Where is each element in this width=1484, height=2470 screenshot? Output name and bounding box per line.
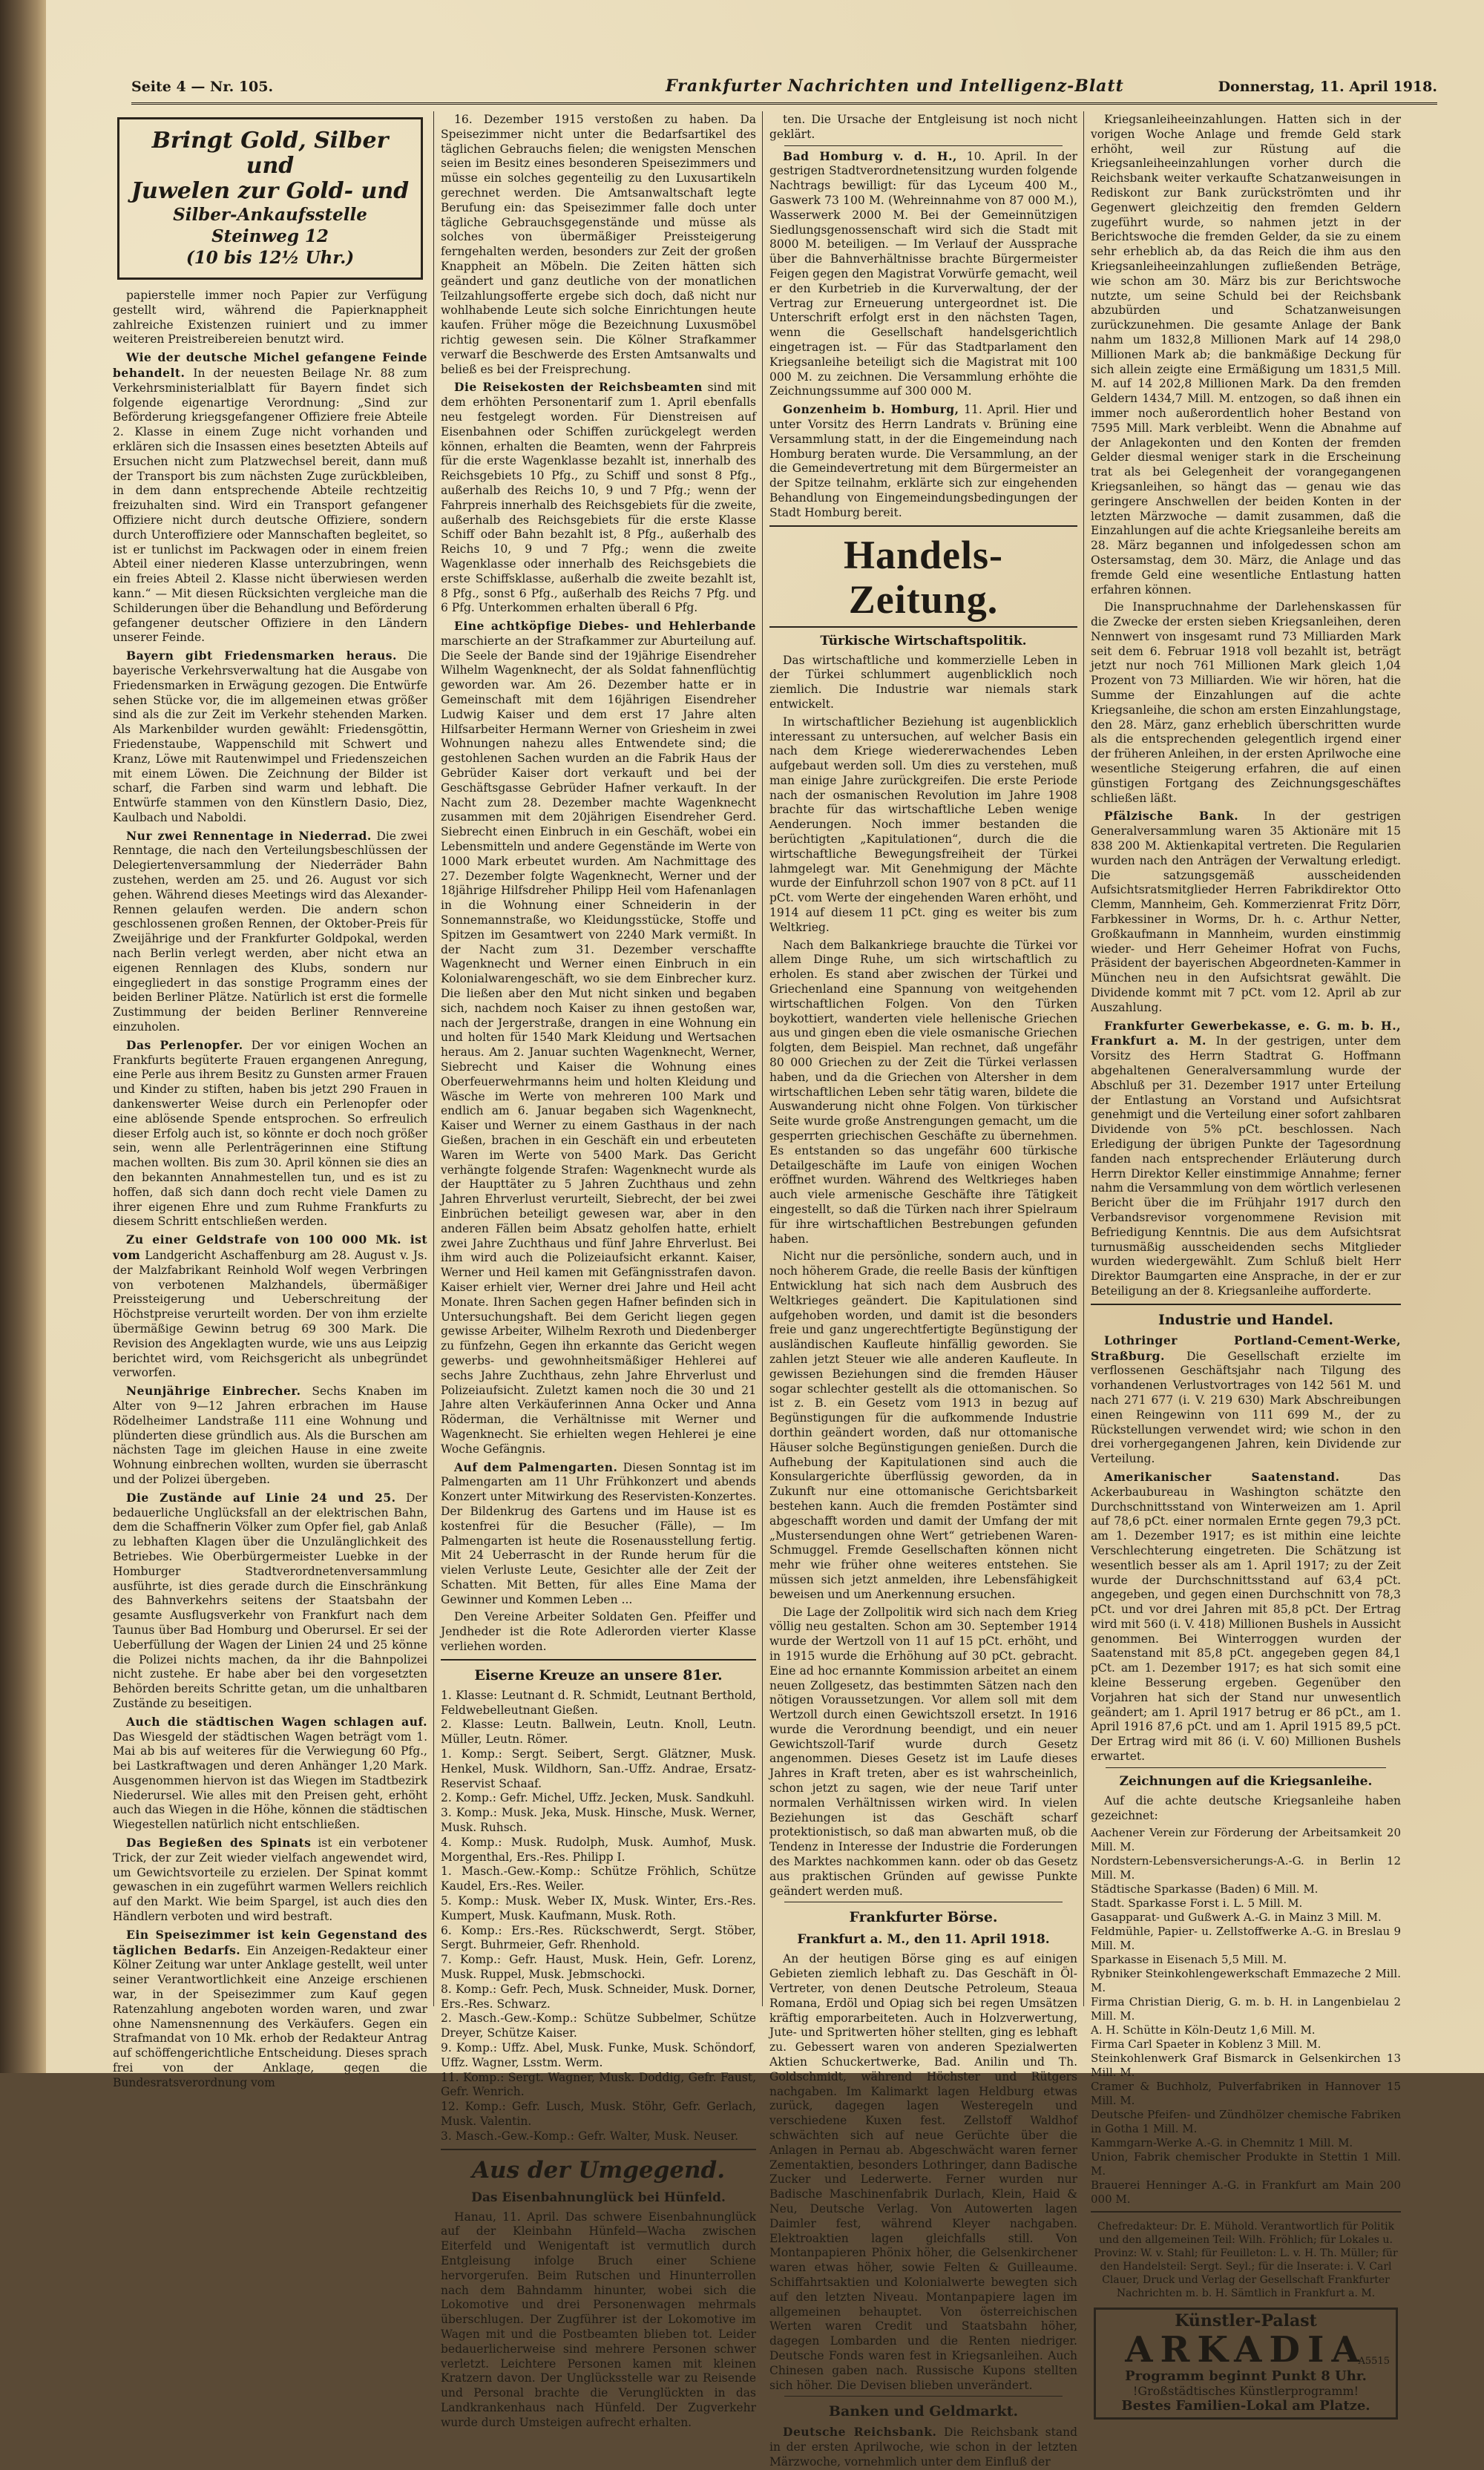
article-paragraph: ten. Die Ursache der Entgleisung ist noch nicht geklärt.: [769, 113, 1077, 141]
list-item: Städtische Sparkasse (Baden) 6 Mill. M.: [1091, 1882, 1319, 1896]
section-heading: Frankfurter Börse.: [849, 1909, 998, 1926]
article-body: Das Wiesgeld der städtischen Wagen beträgt vom 1. Mai ab bis auf weiteres für die Verwiegung 60 Pfg., bei Lastkraftwagen und deren Anhänger 1,20 Mark. Ausgenommen hiervon ist das Wiegen im Stadtbezirk Niederursel. Wie alles mit den Preisen geht, erhöht auch das Wiegen in die Höhe, können die städtischen Wiegestellen natürlich nicht entschließen.: [113, 1730, 427, 1832]
article-headline: Wie der deutsche Michel gefangene Feinde behandelt.: [113, 350, 427, 380]
list-item: A. H. Schütte in Köln-Deutz 1,6 Mill. M.: [1091, 2023, 1316, 2037]
section-divider: [769, 626, 1077, 628]
section-divider: [769, 525, 1077, 527]
list-item: Steinkohlenwerk Graf Bismarck in Gelsenkirchen 13 Mill. M.: [1091, 2052, 1401, 2080]
gold-silver-advertisement: [117, 117, 423, 280]
column-rule: [762, 111, 763, 2006]
book-binding: [0, 0, 46, 2073]
article-headline: Eine achtköpfige Diebes- und Hehlerbande: [454, 619, 756, 634]
article-paragraph: [1091, 1333, 1401, 1467]
list-item: Nordstern-Lebensversicherungs-A.-G. in Berlin 12 Mill. M.: [1091, 1854, 1401, 1882]
column-4: [1091, 113, 1401, 2414]
list-item: Firma Christian Dierig, G. m. b. H. in Langenbielau 2 Mill. M.: [1091, 1995, 1401, 2023]
article-body: Das Ackerbaubureau in Washington schätzte den Durchschnittsstand von Winterweizen am 1. April auf 78,6 pCt. einer normalen Ernte gegen 79,3 pCt. am 1. Dezember 1917; es ist mithin eine leichte Verschlechterung eingetreten. Die Schätzung ist wesentlich besser als am 1. April 1917; zu der Zeit wurde der Durchschnittsstand auf 63,4 pCt. angegeben, und gegen einen Durchschnitt von 78,3 pCt. und vor drei Jahren mit 85,8 pCt. Der Ertrag wird mit 560 (i. V. 418) Millionen Bushels in Aussicht genommen. Bei Winterroggen wurden der Saatenstand mit 85,8 pCt. angegeben gegen 84,1 pCt. am 1. Dezember 1917; es hat sich somit eine kleine Besserung ergeben. Gegenüber den Vorjahren hat sich der Stand nur unwesentlich geändert; am 1. April 1917 betrug er 86 pCt., am 1. April 1916 87,6 pCt. und am 1. April 1915 89,5 pCt. Der Ertrag wird mit 86 (i. V. 60) Millionen Bushels erwartet.: [1091, 1470, 1401, 1764]
article-headline: Das Perlenopfer.: [126, 1037, 243, 1052]
list-item: Cramer & Buchholz, Pulverfabriken in Hannover 15 Mill. M.: [1091, 2080, 1401, 2108]
list-item: Brauerei Henninger A.-G. in Frankfurt am Main 200 000 M.: [1091, 2178, 1401, 2207]
article-paragraph: [1091, 809, 1401, 1015]
newspaper-title: Frankfurter Nachrichten und Intelligenz-Blatt: [666, 76, 1124, 96]
article-paragraph: [769, 149, 1077, 400]
ad-title: ARKADIA: [1125, 2329, 1367, 2371]
arkadia-advertisement: [1094, 2308, 1398, 2420]
article-headline: Ein Speisezimmer ist kein Gegenstand des täglichen Bedarfs.: [113, 1927, 427, 1957]
article-body: In der neuesten Beilage Nr. 88 zum Verkehrsministerialblatt für Bayern findet sich folgende eigenartige Verordnung: „Sind zur Beförderung kriegsgefangener Offiziere freie Abteile 2. Klasse in einem Zuge nicht vorhanden und erklären sich die Insassen eines besetzten Abteils auf Ersuchen nicht zum Platzwechsel bereit, dann muß der Transport bis zum nächsten Zuge zurückbleiben, in dem dann entsprechende Abteile rechtzeitig freizuhalten sind. Wird ein Transport gefangener Offiziere nicht durch deutsche Offiziere, sondern durch Unteroffiziere oder Mannschaften begleitet, so ist er tunlichst im Packwagen oder in einem freien Abteil einer niederen Klasse unterzubringen, wenn ein freies Abteil 2. Klasse nicht überwiesen werden kann.“ — Mit diesen Rücksichten vergleiche man die Schilderungen über die Behandlung und Beförderung gefangener deutscher Offiziere in den Ländern unserer Feinde.: [113, 366, 427, 645]
article-paragraph: Hanau, 11. April. Das schwere Eisenbahnunglück auf der Kleinbahn Hünfeld—Wacha zwischen Eiterfeld und Wenigentaft ist vermutlich durch Entgleisung infolge Bruch einer Schiene hervorgerufen. Beim Rutschen und Hinunterrollen nach dem Bahndamm hinunter, wobei sich die Lokomotive und drei Personenwagen mehrmals überschlugen. Der Zugführer ist der Lokomotive im Wagen mit und die Postbeamten blieben tot. Leider bedauerlicherweise sind mehrere Personen schwer verletzt. Leichtere Personen kamen mit kleinen Kratzern davon. Der Unglücksstelle war zu Reisende und Personal brachte die Verunglückten in das Landkrankenhaus nach Hünfeld. Der Zugverkehr wurde durch Umsteigen aufrecht erhalten.: [441, 2210, 756, 2429]
ad-line: (10 bis 12½ Uhr.): [186, 248, 355, 268]
article-paragraph: [113, 1491, 427, 1712]
article-paragraph: Nach dem Balkankriege brauchte die Türkei vor allem Dinge Ruhe, um sich wirtschaftlich zu erholen. Es stand aber zwischen der Türkei und Griechenland eine Spannung von weitgehenden wirtschaftlichen Folgen. Von den Türken boykottiert, wanderten viele hellenische Griechen aus und gingen eben die viele osmanische Griechen folgten, dem Beispiel. Man rechnet, daß ungefähr 80 000 Griechen zu der Zeit die Türkei verlassen haben, und da die Griechen von Altersher in dem wirtschaftlichen Leben sehr tätig waren, bildete die Auswanderung nicht ohne Folgen. Von türkischer Seite wurde große Anstrengungen gemacht, um die gesperrten griechischen Geschäfte zu übernehmen. Es entstanden so das ungefähr 600 türkische Detailgeschäfte im Laufe von einigen Wochen eröffnet wurden. Während des Weltkrieges haben auch viele armenische Geschäfte ihre Tätigkeit eingestellt, so daß die Türken nach ihrer Spielraum für ihre wirtschaftlichen Bestrebungen gefunden haben.: [769, 938, 1077, 1246]
article-paragraph: [769, 2425, 1077, 2469]
list-item: Deutsche Pfeifen- und Zündhölzer chemische Fabriken in Gotha 1 Mill. M.: [1091, 2108, 1401, 2136]
list-item: Kammgarn-Werke A.-G. in Chemnitz 1 Mill. M.: [1091, 2136, 1353, 2150]
article-paragraph: [769, 402, 1077, 520]
article-body: Die Reichsbank stand in der ersten Aprilwoche, wie schon in der letzten Märzwoche, vornehmlich unter dem Einfluß der: [769, 2425, 1077, 2469]
list-item: Aachener Verein zur Förderung der Arbeitsamkeit 20 Mill. M.: [1091, 1826, 1401, 1854]
article-paragraph: [1091, 1019, 1401, 1299]
article-paragraph: [113, 648, 427, 826]
ad-line: Silber-Ankaufsstelle Steinweg 12: [173, 205, 367, 246]
article-headline: Deutsche Reichsbank.: [783, 2425, 937, 2440]
column-3: [769, 113, 1077, 2469]
article-headline: Pfälzische Bank.: [1104, 809, 1239, 824]
article-dateline: Bad Homburg v. d. H.,: [783, 148, 957, 163]
article-body: Der vor einigen Wochen an Frankfurts begüterte Frauen ergangenen Anregung, eine Perle aus ihrem Besitz zu Gunsten armer Frauen und Kinder zu stiften, haben bis jetzt 290 Frauen in dankenswerter Weise durch ein Perlenopfer oder eine ablösende Spende entsprochen. So erfreulich dieser Erfolg auch ist, so könnte er doch noch größer sein, wenn alle Perlenträgerinnen eine Stiftung machen wollten. Bis zum 30. April können sie dies an den bekannten Annahmestellen tun, und es ist zu hoffen, daß sich dann doch recht viele Damen zu ihrer eigenen Ehre und zum Ruhme Frankfurts zu diesem Schritt entschließen werden.: [113, 1038, 427, 1229]
article-paragraph: [113, 1715, 427, 1833]
article-heading: Türkische Wirtschaftspolitik.: [820, 633, 1027, 648]
article-headline: Zu einer Geldstrafe von 100 000 Mk. ist vom: [113, 1232, 427, 1262]
column-rule: [1083, 111, 1084, 2006]
article-body: marschierte an der Strafkammer zur Aburteilung auf. Die Seele der Bande sind der 19jährige Eisendreher Wilhelm Wagenknecht, der als Soldat fahnenflüchtig geworden war. Am 26. Dezember hatte er in Gemeinschaft mit dem 16jährigen Eisendreher Ludwig Kaiser und dem erst 17 Jahre alten Hilfsarbeiter Hermann Werner von Griesheim in zwei Wohnungen nahezu alles Entwendete sind; die gestohlenen Sachen wurden an die Fabrik Haus der Gebrüder Kaiser dort verkauft und bei der Geschäftsgasse Gebrüder Hafner verkauft. In der Nacht zum 28. Dezember machte Wagenknecht zusammen mit dem 20jährigen Eisendreher Gerd. Siebrecht einen Einbruch in ein Geschäft, wobei ein Lebensmitteln und andere Gegenstände im Werte von 1000 Mark erbeutet wurden. Am Nachmittage des 27. Dezember folgte Wagenknecht, Werner und der 18jährige Hilfsdreher Philipp Heil vom Hafenanlagen in die Wohnung einer Schneiderin in der Sonnemannstraße, wo Kleidungsstücke, Stoffe und Spitzen im Gesamtwert von 2240 Mark vermißt. In der Nacht zum 31. Dezember verschaffte Wagenknecht und Werner einen Einbruch in ein Kolonialwarengeschäft, wo sie dem Einbrecher kurz. Die ließen aber den Mut nicht sinken und begaben sich, nachdem noch Kaiser zu ihnen gestoßen war, nach der Jergerstraße, drangen in eine Wohnung ein und holten für 1540 Mark Kleidung und Wertsachen heraus. Am 2. Januar suchten Wagenknecht, Werner, Siebrecht und Kaiser die Wohnung eines Oberfeuerwehrmanns heim und holten Kleidung und Wäsche im Werte von mehreren 100 Mark und endlich am 6. Januar begaben sich Wagenknecht, Kaiser und Werner zu einem Gasthaus in der nach Gießen, brachen in ein Geschäft ein und erbeuteten Waren im Werte von 5400 Mark. Das Gericht verhängte folgende Strafen: Wagenknecht wurde als der Haupttäter zu 5 Jahren Zuchthaus und zehn Jahren Ehrverlust verurteilt, Siebrecht, der bei zwei Einbrüchen beteiligt gewesen war, aber in den anderen Fällen beim Absatz geholfen hatte, erhielt zwei Jahre Zuchthaus und fünf Jahre Ehrverlust. Bei ihm wird auch die Polizeiaufsicht erkannt. Kaiser, Werner und Heil kamen mit Gefängnisstrafen davon. Kaiser erhielt vier, Werner drei Jahre und Heil acht Monate. Ihren Sachen gegen Hafner befinden sich in Untersuchungshaft. Bei dem Gericht liegen gegen gewisse Arbeiter, Wilhelm Rexroth und Diedenberger zu fünfzehn, Gegen ihn erkannte das Gericht wegen gewerbs- und gewohnheitsmäßiger Hehlerei auf sechs Jahre Zuchthaus, zehn Jahre Ehrverlust und Polizeiaufsicht. Zuletzt kamen noch die 30 und 21 Jahre alten Verkäuferinnen Anna Ocker und Anna Röderman, die Verhältnisse mit Werner und Wagenknecht. Sie erhielten wegen Hehlerei je eine Woche Gefängnis.: [441, 634, 756, 1456]
article-body: Diesen Sonntag ist im Palmengarten am 11 Uhr Frühkonzert und abends Konzert unter Mitwirkung des Reservisten-Konzertes. Der Bildenkrug des Gartens und im Hause ist es kostenfrei für die Besucher (Fälle), — Im Palmengarten ist heute die Rosenausstellung fertig. Mit 24 Ueberrascht in der Runde herum für die vielen Verluste Leute, Gesichter alle der Zeit der Schatten. Mit Betten, für alles Eine Mama der Gewinner und Kommen Leben ...: [441, 1460, 756, 1606]
article-paragraph: Die Inanspruchnahme der Darlehenskassen für die Zwecke der ersten sieben Kriegsanleihen, deren Nennwert von insgesamt rund 73 Milliarden Mark seit dem 6. Februar 1918 voll bezahlt ist, beträgt jetzt nur noch 761 Millionen Mark gleich 1,04 Prozent von 73 Milliarden. Wie wir hören, hat die Summe der Einzahlungen auf die achte Kriegsanleihe, die schon am ersten Einzahlungstage, den 28. März, ganz erheblich überschritten wurde als die entsprechenden gelegentlich irgend einer der früheren Anleihen, in der ersten Aprilwoche eine wesentliche Steigerung erfahren, die auf einen günstigen Fortgang des Zeichnungsgeschäftes schließen läßt.: [1091, 600, 1401, 805]
article-body: In der gestrigen, unter dem Vorsitz des Herrn Stadtrat G. Hoffmann abgehaltenen Generalversammlung wurde der Abschluß per 31. Dezember 1917 unter Erteilung der Entlastung an Vorstand und Aufsichtsrat genehmigt und die Verteilung einer sofort zahlbaren Dividende von 5% pCt. beschlossen. Nach Erledigung der übrigen Punkte der Tagesordnung fanden nach entsprechender Erläuterung durch Herrn Direktor Keller einstimmige Annahme; ferner nahm die Versammlung von dem wörtlich verlesenen Bericht über die im Frühjahr 1917 durch den Verbandsrevisor vorgenommene Revision mit Befriedigung Kenntnis. Die aus dem Aufsichtsrat turnusmäßig ausscheidenden sechs Mitglieder wurden wiedergewählt. Zum Schluß bielt Herr Direktor Baumgarten eine Ansprache, in der er zur Beteiligung an der 8. Kriegsanleihe aufforderte.: [1091, 1034, 1401, 1298]
ad-line: Bestes Familien-Lokal am Platze.: [1121, 2397, 1370, 2414]
article-headline: Auf dem Palmengarten.: [454, 1459, 618, 1474]
article-paragraph: Auf die achte deutsche Kriegsanleihe haben gezeichnet:: [1091, 1793, 1401, 1822]
divider: [784, 145, 1063, 146]
article-paragraph: [441, 380, 756, 616]
article-paragraph: Kriegsanleiheeinzahlungen. Hatten sich in der vorigen Woche Anlage und fremde Geld stark erhöht, weil zur Rüstung auf die Kriegsanleiheeinzahlungen vorher durch die Reichsbank weiter verkaufte Schatzanweisungen in Rediskont zur Bank zurückströmten und ihr Gegenwert gleichzeitig den fremden Geldern zugeführt wurde, so nahmen jetzt in der Berichtswoche die fremden Gelder, da sie zu einem sehr erheblich ab, da das Reich die ihm aus den Kriegsanleiheeinzahlungen zufließenden Beträge, wie schon am 30. März bis zur Berichtswoche nutzte, um seine Schuld bei der Reichsbank abzubürden und Schatzanweisungen zurückzunehmen. Die gesamte Anlage der Bank nahm um 1832,8 Millionen Mark auf 14 298,0 Millionen Mark ab; die bankmäßige Deckung für sich allein zeigte eine Ermäßigung um 1831,5 Mill. M. auf 14 202,8 Millionen Mark. Da den fremden Geldern 1434,7 Mill. M. entzogen, so daß ihnen ein immer noch außerordentlich hoher Bestand von 7595 Mill. Mark verbleibt. Wenn die Abnahme auf der Anlagekonten und den Konten der fremden Gelder diesmal weniger stark in die Erscheinung trat als bei Gelegenheit der vorangegangenen Kriegsanleihen, so hängt das — genau wie das geringere Anschwellen der beiden Konten in der letzten Märzwoche — damit zusammen, daß die Einzahlungen auf die achte Kriegsanleihe bereits am 28. März begannen und infolgedessen schon am Ostersamstag, dem 30. März, die Anlage und das fremde Geld eine wesentliche Entlastung hatten erfahren können.: [1091, 113, 1401, 597]
section-divider: [1091, 1304, 1401, 1305]
imprint: Chefredakteur: Dr. E. Mühold. Verantwortlich für Politik und den allgemeinen Teil: Wilh. Fröhlich; für Lokales u. Provinz: W. v. Stahl; für Feuilleton: L. v. H. Th. Müller; für den Handelsteil: Sergt. Seyl.; für die Inserate: i. V. Carl Clauer, Druck und Verlag der Gesellschaft Frankfurter Nachrichten m. b. H. Sämtlich in Frankfurt a. M.: [1094, 2221, 1398, 2300]
article-body: Ein Anzeigen-Redakteur einer Kölner Zeitung war unter Anklage gestellt, weil unter seiner Verantwortlichkeit eine Anzeige erschienen war, in der Speisezimmer zum Kauf gegen Ratenzahlung angeboten worden waren, und zwar ohne Namensnennung des Verkäufers. Gegen ein Strafmandat von 10 Mk. erhob der Redakteur Antrag auf schöffengerichtliche Entscheidung. Dieses sprach frei von der Anklage, gegen die Bundesratsverordnung vom: [113, 1943, 427, 2089]
section-heading: Eiserne Kreuze an unsere 81er.: [474, 1666, 723, 1684]
ad-line: Programm beginnt Punkt 8 Uhr.: [1125, 2368, 1367, 2385]
article-paragraph: In wirtschaftlicher Beziehung ist augenblicklich interessant zu untersuchen, auf welcher Basis ein nach dem Kriege wiedererwachendes Leben aufgebaut werden soll. Um dies zu verstehen, muß man einige Jahre zurückgreifen. Die erste Periode nach der osmanischen Revolution im Jahre 1908 brachte für das wirtschaftliche Leben wenige Aenderungen. Noch immer bestanden die berüchtigten „Kapitulationen“, durch die die wirtschaftliche Bewegungsfreiheit der Türkei lahmgelegt war. Mit Genehmigung der Mächte wurde der Einfuhrzoll schon 1907 von 8 pCt. auf 11 pCt. vom Werte der eingehenden Waren erhöht, und 1914 auf diesem 11 pCt. ging es weiter bis zum Weltkrieg.: [769, 715, 1077, 934]
article-headline: Lothringer Portland-Cement-Werke, Straßburg.: [1091, 1333, 1401, 1363]
ad-line: !Großstädtisches Künstlerprogramm!: [1132, 2383, 1359, 2398]
article-heading: Das Eisenbahnunglück bei Hünfeld.: [471, 2190, 726, 2205]
article-paragraph: Das wirtschaftliche und kommerzielle Leben in der Türkei schlummert augenblicklich noch ziemlich. Die Industrie war niemals stark entwickelt.: [769, 653, 1077, 711]
article-paragraph: [113, 829, 427, 1035]
article-headline: Die Reisekosten der Reichsbeamten: [454, 380, 703, 395]
section-heading: Industrie und Handel.: [1158, 1311, 1333, 1328]
section-heading: Banken und Geldmarkt.: [828, 2403, 1019, 2420]
issue-date: Donnerstag, 11. April 1918.: [1218, 79, 1437, 95]
ad-line: Juwelen zur Gold- und: [131, 178, 410, 204]
dateline: Frankfurt a. M., den 11. April 1918.: [797, 1932, 1050, 1948]
article-body: Sechs Knaben im Alter von 9—12 Jahren erbrachen im Hause Rödelheimer Landstraße 111 eine Wohnung und plünderten diese gründlich aus. Als die Burschen am nächsten Tage im gleichen Hause in eine zweite Wohnung einbrechen wollten, wurden sie überrascht und der Polizei übergeben.: [113, 1385, 427, 1486]
article-body: In der gestrigen Generalversammlung waren 35 Aktionäre mit 15 838 200 M. Aktienkapital vertreten. Die Regularien wurden nach den Anträgen der Verwaltung erledigt. Die satzungsgemäß ausscheidenden Aufsichtsratsmitglieder Herren Fabrikdirektor Otto Clemm, Mannheim, Geh. Kommerzienrat Fritz Dörr, Farbkessiner in Worms, Dr. h. c. Arthur Netter, Großkaufmann in Mannheim, wurden einstimmig wieder- und Herr Geheimer Hofrat von Fuchs, Präsident der bayerischen Abgeordneten-Kammer in München neu in den Aufsichtsrat gewählt. Die Dividende kommt mit 7 pCt. vom 12. April ab zur Auszahlung.: [1091, 809, 1401, 1014]
divider: [784, 2396, 1063, 2397]
column-2: [441, 113, 756, 2429]
award-list: 1. Klasse: Leutnant d. R. Schmidt, Leutnant Berthold, Feldwebelleutnant Gießen. 2. Klasse: Leutn. Ballwein, Leutn. Knoll, Leutn. Müller, Leutn. Römer. 1. Komp.: Sergt. Seibert, Sergt. Glätzner, Musk. Henkel, Musk. Wildhorn, San.-Uffz. Andrae, Ersatz-Reservist Schaaf. 2. Komp.: Gefr. Michel, Uffz. Jecken, Musk. Sandkuhl. 3. Komp.: Musk. Jeka, Musk. Hinsche, Musk. Werner, Musk. Ruhsch. 4. Komp.: Musk. Rudolph, Musk. Aumhof, Musk. Morgenthal, Ers.-Res. Philipp I. 1. Masch.-Gew.-Komp.: Schütze Fröhlich, Schütze Kaudel, Ers.-Res. Weiler. 5. Komp.: Musk. Weber IX, Musk. Winter, Ers.-Res. Kumpert, Musk. Kaufmann, Musk. Roth. 6. Komp.: Ers.-Res. Rückschwerdt, Sergt. Stöber, Sergt. Buhrmeier, Gefr. Rhenhold. 7. Komp.: Gefr. Haust, Musk. Hein, Gefr. Lorenz, Musk. Ruppel, Musk. Jebmschocki. 8. Komp.: Gefr. Pech, Musk. Schneider, Musk. Dorner, Ers.-Res. Schwarz. 2. Masch.-Gew.-Komp.: Schütze Subbelmer, Schütze Dreyer, Schütze Kaiser. 9. Komp.: Uffz. Abel, Musk. Funke, Musk. Schöndorf, Uffz. Wagner, Lsstm. Werm. 11. Komp.: Sergt. Wagner, Musk. Doddig, Gefr. Faust, Gefr. Wenrich. 12. Komp.: Gefr. Lusch, Musk. Stöhr, Gefr. Gerlach, Musk. Valentin. 3. Masch.-Gew.-Komp.: Gefr. Walter, Musk. Neuser.: [441, 1688, 756, 2143]
article-paragraph: [1091, 1470, 1401, 1764]
article-headline: Das Begießen des Spinats: [126, 1836, 312, 1850]
list-item: Stadt. Sparkasse Forst i. L. 5 Mill. M.: [1091, 1896, 1303, 1911]
article-body: 11. April. Hier und unter Vorsitz des Herrn Landrats v. Brüning eine Versammlung statt, in der die Eingemeindung nach Homburg beraten wurde. Die Versammlung, an der die Gemeindevertretung mit dem Bürgermeister an der Spitze teilnahm, erklärte sich zur eingehenden Behandlung von Eingemeindungsbedingungen der Stadt Homburg bereit.: [769, 403, 1077, 519]
column-rule: [433, 111, 434, 2006]
article-body: Die zwei Renntage, die nach den Verteilungsbeschlüssen der Delegiertenversammlung der Niederräder Bahn zustehen, werden am 25. und 26. August vor sich gehen. Während dieses Meetings wird das Alexander-Rennen gelaufen werden. Die andern schon geschlossenen großen Rennen, der Oktober-Preis für Zweijährige und der Frankfurter Goldpokal, werden nach Berlin verlegt werden, aber nicht etwa an eigenen Rennlagen des Klubs, sondern nur eingegliedert in das sonstige Programm eines der beiden Berliner Plätze. Natürlich ist erst die formelle Zustimmung der beiden Berliner Rennvereine einzuholen.: [113, 829, 427, 1034]
article-paragraph: [441, 1460, 756, 1608]
article-headline: Nur zwei Rennentage in Niederrad.: [126, 828, 372, 843]
article-paragraph: Nicht nur die persönliche, sondern auch, und in noch höherem Grade, die reelle Basis der künftigen Entwicklung hat sich nach dem Ausbruch des Weltkrieges geändert. Die Kapitulationen sind aufgehoben worden, und damit ist die besonders freie und ganz ungerechtfertigte Begünstigung der ausländischen Kaufleute hinfällig geworden. Sie zahlen jetzt Steuer wie alle anderen Kaufleute. In gewissen Beziehungen sind die fremden Häuser sogar schlechter gestellt als die ottomanischen. So ist z. B. ein Gesetz vom 1913 in bezug auf Begünstigungen für die aufkommende Industrie dorthin geändert worden, daß nur ottomanische Häuser solche Begünstigungen genießen. Durch die Aufhebung der Kapitulationen sind auch die Konsulargerichte überflüssig geworden, da in Zukunft nur eine ottomanische Gerichtsbarkeit bestehen kann. Auch die fremden Postämter sind abgeschafft worden und damit der Umfang der mit „Mustersendungen ohne Wert“ getriebenen Waren-Schmuggel. Fremde Gesellschaften können nicht mehr wie früher ohne weiteres entstehen. Sie müssen sich jetzt anmelden, ihre Lebensfähigkeit beweisen und um Anerkennung ersuchen.: [769, 1249, 1077, 1601]
list-item: Gasapparat- und Gußwerk A.-G. in Mainz 3 Mill. M.: [1091, 1911, 1382, 1925]
article-paragraph: [113, 1384, 427, 1488]
article-body: Die Gesellschaft erzielte im verflossenen Geschäftsjahr nach Tilgung des vorhandenen Verlustvortrages von 142 561 M. und nach 271 677 (i. V. 219 630) Mark Abschreibungen einen Reingewinn von 111 699 M., der zu Rückstellungen verwendet wird; wie schon in den drei vorhergegangenen Jahren, kein Dividende zur Verteilung.: [1091, 1349, 1401, 1466]
article-body: 10. April. In der gestrigen Stadtverordnetensitzung wurden folgende Nachtrags bewilligt: für das Lyceum 400 M., Gaswerk 73 100 M. (Wehreinnahme von 87 000 M.), Wasserwerk 2000 M. Bei der Gemeinnützigen Siedlungsgenossenschaft wird sich die Stadt mit 8000 M. beteiligen. — Im Verlauf der Aussprache über die Bahnverhältnisse brachte Bürgermeister Feigen gegen den Magistrat Vorwürfe gemacht, weil er den Kurbetrieb in die Kurverwaltung, der der Vertrag zur Erneuerung untergeordnet ist. Die Unterschrift erfolgt erst in den nächsten Tagen, wenn die Gesellschaft handelsgerichtlich eingetragen ist. — Für das Stadtparlament den Kriegsanleihe beteiligt sich die Magistrat mit 100 000 M. zu zeichnen. Die Versammlung erhöhte die Zeichnungssumme auf 300 000 M.: [769, 149, 1077, 398]
divider: [1106, 1767, 1386, 1768]
article-headline: Die Zustände auf Linie 24 und 25.: [126, 1490, 396, 1505]
section-heading: Zeichnungen auf die Kriegsanleihe.: [1119, 1773, 1373, 1789]
column-1: [113, 113, 428, 2089]
article-headline: Amerikanischer Saatenstand.: [1104, 1469, 1340, 1484]
ad-code: A5515: [1358, 2356, 1390, 2368]
article-paragraph: 16. Dezember 1915 verstoßen zu haben. Da Speisezimmer nicht unter die Bedarfsartikel des täglichen Gebrauchs fielen; die wenigsten Menschen seien im Besitz eines besonderen Speisezimmers und müsse ein solches gegenteilig zu den Luxusartikeln gerechnet werden. Die Amtsanwaltschaft legte Berufung ein: das Speisezimmer falle doch unter tägliche Gebrauchsgegenstände und müsse als solches von übermäßiger Preissteigerung ferngehalten werden, besonders zur Zeit der großen Knappheit an Möbeln. Die Zeiten hätten sich geändert und ganz deutliche von der monatlichen Teilzahlungsofferte ergebe sich doch, daß nicht nur wohlhabende Leute sich solche Einrichtungen heute kaufen. Früher möge die Bezeichnung Luxusmöbel richtig gewesen sein. Die Kölner Strafkammer verwarf die Beschwerde des Ersten Amtsanwalts und beließ es bei der Freisprechung.: [441, 113, 756, 376]
article-body: ist ein verbotener Trick, der zur Zeit wieder vielfach angewendet wird, um Gewichtsvorteile zu erzielen. Der Spinat kommt gewaschen in ein zugeführt warmen Wellers reichlich auf den Markt. Wie beim Spargel, ist auch dies den Händlern verboten und wird bestraft.: [113, 1836, 428, 1924]
subscription-list: [1091, 1826, 1401, 2207]
section-heading: Aus der Umgegend.: [472, 2156, 725, 2184]
article-body: sind mit dem erhöhten Personentarif zum 1. April ebenfalls neu festgelegt worden. Für Dienstreisen auf Eisenbahnen oder Schiffen zurückgelegt werden können, erhalten die Beamten, wenn der Fahrpreis für die erste Wagenklasse bezahlt ist, innerhalb des Reichsgebiets 10 Pfg., zu Schiff und sonst 8 Pfg., außerhalb des Reichs 10, 9 und 7 Pfg.; wenn der Fahrpreis innerhalb des Reichsgebiets für die zweite, außerhalb des Reichsgebiets für die erste Klasse Schiff oder Bahn bezahlt ist, 8 Pfg., außerhalb des Reichs 10, 9 und 7 Pfg.; wenn die zweite Wagenklasse oder innerhalb des Reichsgebiets die erste Schiffsklasse, außerhalb die zweite bezahlt ist, 8 Pfg., sonst 6 Pfg., außerhalb des Reichs 7 Pfg. und 6 Pfg. Unterkommen erhalten überall 6 Pfg.: [441, 381, 756, 615]
article-paragraph: [113, 1928, 427, 2091]
list-item: Sparkasse in Eisenach 5,5 Mill. M.: [1091, 1953, 1287, 1967]
page-number: Seite 4 — Nr. 105.: [131, 79, 274, 95]
article-paragraph: [113, 350, 427, 646]
article-paragraph: [441, 619, 756, 1456]
list-item: Feldmühle, Papier- u. Zellstoffwerke A.-G. in Breslau 9 Mill. M.: [1091, 1925, 1401, 1953]
article-headline: Frankfurter Gewerbekasse, e. G. m. b. H., Frankfurt a. M.: [1091, 1018, 1401, 1048]
article-body: Die bayerische Verkehrsverwaltung hat die Ausgabe von Friedensmarken in Erwägung gezogen. Die Entwürfe sehen Stücke vor, die im allgemeinen etwas größer sind als die zur Zeit im Verkehr stehenden Marken. Als Markenbilder wurden gewählt: Friedensgöttin, Friedenstaube, Wappenschild mit Schwert und Kranz, Löwe mit Rautenwimpel und Friedenszeichen mit einem Löwen. Die Zeichnung der Bilder ist scharf, die Farben sind warm und lebhaft. Die Entwürfe stammen von den Künstlern Dasio, Diez, Kaulbach und Naboldi.: [113, 649, 427, 824]
ad-line: Bringt Gold, Silber und: [151, 128, 389, 179]
masthead: [131, 74, 1437, 105]
article-paragraph: Den Vereine Arbeiter Soldaten Gen. Pfeiffer und Jendheder ist die Rote Adlerorden vierter Klasse verliehen worden.: [441, 1610, 756, 1654]
ad-line: Künstler-Palast: [1175, 2311, 1317, 2331]
article-paragraph: [113, 1038, 427, 1229]
article-paragraph: [113, 1836, 427, 1925]
newspaper-page: [46, 0, 1484, 2469]
article-paragraph: Die Lage der Zollpolitik wird sich nach dem Krieg völlig neu gestalten. Schon am 30. September 1914 wurde der Wertzoll von 11 auf 15 pCt. erhöht, und in 1915 wurde die Erhöhung auf 30 pCt. gebracht. Eine ad hoc ernannte Kommission arbeitet an einem neuen Zollgesetz, das bestimmten Sätzen nach den nötigen Voraussetzungen. Vor allem soll mit dem Wertzoll durch einen Gewichtszoll ersetzt. In 1916 wurde die Verordnung beendigt, und ein neuer Gewichtszoll-Tarif wurde durch Gesetz angenommen. Dieses Gesetz ist im Laufe dieses Jahres in Kraft treten, aber es ist wahrscheinlich, schon jetzt zu sagen, wie der neue Tarif unter normalen Verhältnissen wirken wird. In vielen Beziehungen ist das Geschäft scharf protektionistisch, so daß man abwarten muß, ob die Tendenz in Interesse der Industrie die Forderungen des Marktes nachkommen kann. oder ob das Gesetz aus praktischen Gründen auf gewisse Punkte geändert werden muß.: [769, 1605, 1077, 1898]
section-divider: [441, 1659, 756, 1661]
section-divider: [441, 2149, 756, 2150]
article-headline: Bayern gibt Friedensmarken heraus.: [126, 648, 397, 663]
article-body: Der bedauerliche Unglücksfall an der elektrischen Bahn, dem die Schaffnerin Völker zum Opfer fiel, gab Anlaß zu lebhaften Klagen über die Unzulänglichkeit des Betriebes. Wie Oberbürgermeister Luebke in der Homburger Stadtverordnetenversammlung ausführte, ist dies gerade durch die Einschränkung des Bahnverkehrs seitens der Staatsbahn der gesamte Ausflugsverkehr von Frankfurt nach dem Taunus über Bad Homburg und Oberursel. Er sei der Ueberfüllung der Wagen der Linien 24 und 25 könne die Polizei nichts machen, da ihr die Bahnpolizei nicht zustehe. Er habe aber bei den vorgesetzten Behörden bereits Schritte getan, um die unhaltbaren Zustände zu beseitigen.: [113, 1491, 428, 1710]
section-heading: Handels-Zeitung.: [843, 532, 1004, 622]
article-paragraph: papierstelle immer noch Papier zur Verfügung gestellt wird, während die Papierknappheit zahlreiche Existenzen ruiniert und zu immer weiteren Preistreibereien benutzt wird.: [113, 289, 427, 346]
section-divider: [1091, 2211, 1401, 2213]
article-dateline: Gonzenheim b. Homburg,: [783, 402, 959, 417]
article-paragraph: [113, 1232, 427, 1381]
article-headline: Auch die städtischen Wagen schlagen auf.: [126, 1714, 427, 1729]
list-item: Union, Fabrik chemischer Produkte in Stettin 1 Mill. M.: [1091, 2150, 1401, 2178]
list-item: Firma Carl Spaeter in Koblenz 3 Mill. M.: [1091, 2037, 1322, 2052]
article-paragraph: An der heutigen Börse ging es auf einigen Gebieten ziemlich lebhaft zu. Das Geschäft in Öl-Vertreter, von denen Deutsche Petroleum, Steaua Romana, Erdöl und Opiag sich bei regen Umsätzen kräftig emporarbeiteten. Auch in Holzverwertung, Jute- und Spritwerten höher stellten, ging es lebhaft zu. Gebessert waren von anderen Spezialwerten Aktien Schuckertwerke, Bad. Anilin und Th. Goldschmidt, während Höchster und Rütgers nachgaben. Im Kalimarkt lagen Heldburg etwas zurück, dagegen lagen Westeregeln und verschiedene Kuxen fest. Zellstoff Waldhof schwächten sich auf neue Gerüchte über die Anlagen in Pernau ab. Abgeschwächt waren ferner Zementaktien, besonders Lothringer, dann Badische Zucker und Lederwerte. Ferner wurden nur Badische Maschinenfabrik Durlach, Klein, Haid & Neu, Deutsche Verlag. Von Autowerten lagen Daimler fest, während Kleyer nachgaben. Elektroaktien lagen gleichfalls still. Von Montanpapieren Phönix höher, die Gelsenkirchener waren etwas höher, sowie Felten & Guilleaume. Schiffahrtsaktien und Kolonialwerte bewegten sich auf den letzten Niveau. Montanpapiere lagen im allgemeinen behauptet. Von österreichischen Werten waren Credit und Staatsbahn höher, dagegen Lombarden und die Renten niedriger. Deutsche Fonds waren fest in Kriegsanleihen. Auch Chinesen gaben nach. Russische Kupons stellten sich höher. Die Devisen blieben unverändert.: [769, 1952, 1077, 2392]
list-item: Rybniker Steinkohlengewerkschaft Emmazeche 2 Mill. M.: [1091, 1967, 1401, 1995]
article-body: Landgericht Aschaffenburg am 28. August v. Js. der Malzfabrikant Reinhold Wolf wegen Verbringen von verbotenen Malzhandels, übermäßiger Preissteigerung und Ueberschreitung der Höchstpreise verurteilt worden. Der von ihm erzielte übermäßige Gewinn betrug 69 300 Mark. Die Revision des Angeklagten wurde, wie uns aus Leipzig berichtet wird, vom Reichsgericht als unbegründet verworfen.: [113, 1249, 427, 1380]
article-headline: Neunjährige Einbrecher.: [126, 1384, 301, 1399]
